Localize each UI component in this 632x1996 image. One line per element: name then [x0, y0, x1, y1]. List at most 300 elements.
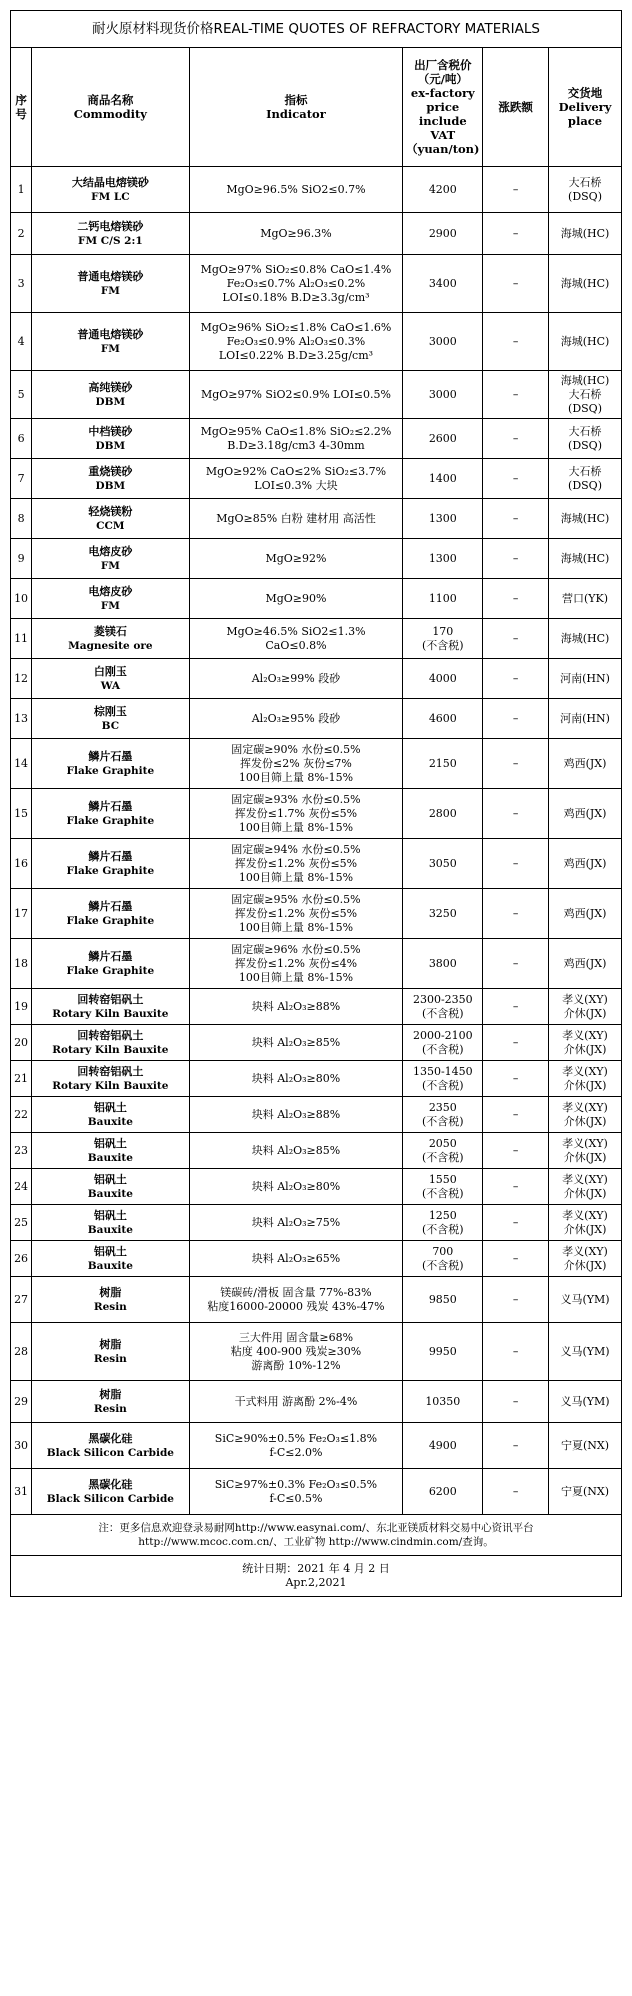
price-cell [403, 1205, 483, 1241]
commodity-cell [32, 1423, 189, 1469]
price-value: 3250 [428, 906, 457, 920]
table-row [11, 1169, 622, 1205]
delivery-place: 孝义(XY) [562, 1100, 608, 1114]
delivery-place-cell [549, 459, 622, 499]
delivery-place: 介休(JX) [563, 1114, 607, 1128]
commodity-name-en: Rotary Kiln Bauxite [52, 1079, 169, 1092]
indicator-line: CaO≤0.8% [265, 638, 327, 652]
price-cell [403, 167, 483, 213]
change-cell: – [483, 1277, 549, 1323]
commodity-name-en: FM [100, 599, 120, 612]
row-number: 15 [11, 789, 32, 839]
indicator-cell [189, 739, 403, 789]
delivery-place: 孝义(XY) [562, 1136, 608, 1150]
table-row [11, 699, 622, 739]
commodity-cell [32, 1061, 189, 1097]
price-value: 2150 [428, 756, 457, 770]
price-value: 4000 [428, 671, 457, 685]
commodity-name-zh: 普通电熔镁砂 [77, 327, 144, 341]
delivery-place-cell [549, 939, 622, 989]
indicator-line: MgO≥92% [265, 551, 327, 565]
delivery-place-cell [549, 1169, 622, 1205]
commodity-name-en: Black Silicon Carbide [46, 1492, 174, 1505]
indicator-cell [189, 1097, 403, 1133]
indicator-cell [189, 313, 403, 371]
table-row [11, 789, 622, 839]
header-price: 出厂含税价 （元/吨） ex-factory price include VAT （yuan/ton) [403, 48, 483, 167]
indicator-cell [189, 167, 403, 213]
change-cell: – [483, 371, 549, 419]
delivery-place-cell [549, 419, 622, 459]
delivery-place-cell [549, 789, 622, 839]
price-cell [403, 213, 483, 255]
indicator-line: 干式料用 游离酚 2%-4% [234, 1394, 358, 1408]
commodity-name-zh: 电熔皮砂 [88, 544, 133, 558]
change-cell: – [483, 419, 549, 459]
delivery-place: 介休(JX) [563, 1258, 607, 1272]
price-cell [403, 419, 483, 459]
indicator-cell [189, 255, 403, 313]
commodity-cell [32, 459, 189, 499]
commodity-cell [32, 789, 189, 839]
change-cell: – [483, 499, 549, 539]
change-cell: – [483, 1097, 549, 1133]
price-value: (不含税) [422, 638, 464, 652]
delivery-place: 介休(JX) [563, 1042, 607, 1056]
indicator-line: SiC≥90%±0.5% Fe₂O₃≤1.8% [214, 1431, 378, 1445]
delivery-place-cell [549, 255, 622, 313]
change-cell: – [483, 459, 549, 499]
header-place: 交货地 Delivery place [549, 48, 622, 167]
row-number: 10 [11, 579, 32, 619]
commodity-name-zh: 鳞片石墨 [88, 799, 133, 813]
indicator-line: MgO≥97% SiO₂≤0.8% CaO≤1.4% [200, 262, 392, 276]
indicator-cell [189, 939, 403, 989]
price-cell [403, 659, 483, 699]
commodity-name-zh: 重烧镁砂 [88, 464, 133, 478]
commodity-name-en: FM [100, 559, 120, 572]
indicator-cell [189, 1241, 403, 1277]
commodity-cell [32, 255, 189, 313]
row-number: 28 [11, 1323, 32, 1381]
indicator-line: 游离酚 10%-12% [251, 1358, 341, 1372]
indicator-line: 块料 Al₂O₃≥88% [251, 1107, 341, 1121]
commodity-name-zh: 铝矾土 [93, 1172, 127, 1186]
indicator-line: 挥发份≤2% 灰份≤7% [240, 756, 352, 770]
indicator-line: 固定碳≥95% 水份≤0.5% [231, 892, 361, 906]
table-row [11, 659, 622, 699]
table-row [11, 889, 622, 939]
change-cell: – [483, 1323, 549, 1381]
commodity-name-en: FM C/S 2:1 [78, 234, 143, 247]
commodity-name-en: Bauxite [87, 1115, 133, 1128]
commodity-name-zh: 黑碳化硅 [88, 1431, 133, 1445]
commodity-name-zh: 树脂 [99, 1387, 122, 1401]
table-row [11, 1469, 622, 1515]
change-cell: – [483, 1205, 549, 1241]
row-number: 25 [11, 1205, 32, 1241]
commodity-name-zh: 鳞片石墨 [88, 899, 133, 913]
delivery-place-cell [549, 989, 622, 1025]
commodity-name-en: Magnesite ore [68, 639, 153, 652]
price-value: 9950 [428, 1344, 457, 1358]
commodity-name-zh: 白刚玉 [93, 664, 127, 678]
price-table [10, 10, 622, 1597]
table-row [11, 839, 622, 889]
change-cell: – [483, 1061, 549, 1097]
delivery-place: 鸡西(JX) [563, 856, 607, 870]
indicator-line: 块料 Al₂O₃≥65% [251, 1251, 341, 1265]
commodity-name-zh: 鳞片石墨 [88, 749, 133, 763]
delivery-place: 义马(YM) [560, 1394, 610, 1408]
indicator-line: 挥发份≤1.2% 灰份≤5% [234, 906, 358, 920]
commodity-name-zh: 中档镁砂 [88, 424, 133, 438]
delivery-place: 义马(YM) [560, 1292, 610, 1306]
delivery-place-cell [549, 1323, 622, 1381]
price-value: 2300-2350 [412, 992, 473, 1006]
table-row [11, 167, 622, 213]
indicator-cell [189, 371, 403, 419]
table-row [11, 1133, 622, 1169]
commodity-name-zh: 铝矾土 [93, 1136, 127, 1150]
delivery-place: 义马(YM) [560, 1344, 610, 1358]
commodity-name-zh: 铝矾土 [93, 1208, 127, 1222]
commodity-name-zh: 树脂 [99, 1337, 122, 1351]
indicator-line: MgO≥96.3% [260, 226, 332, 240]
header-commodity: 商品名称 Commodity [32, 48, 189, 167]
price-value: 2000-2100 [412, 1028, 473, 1042]
row-number: 18 [11, 939, 32, 989]
change-cell: – [483, 313, 549, 371]
indicator-line: 固定碳≥90% 水份≤0.5% [231, 742, 361, 756]
commodity-name-en: Resin [93, 1402, 127, 1415]
indicator-line: f-C≤2.0% [269, 1445, 323, 1459]
price-value: 3050 [428, 856, 457, 870]
price-value: 2350 [428, 1100, 457, 1114]
table-row [11, 619, 622, 659]
commodity-cell [32, 579, 189, 619]
price-cell [403, 1423, 483, 1469]
price-value: 9850 [428, 1292, 457, 1306]
commodity-name-en: Black Silicon Carbide [46, 1446, 174, 1459]
price-value: 6200 [428, 1484, 457, 1498]
price-cell [403, 459, 483, 499]
price-cell [403, 1277, 483, 1323]
price-value: (不含税) [422, 1258, 464, 1272]
commodity-name-en: BC [101, 719, 120, 732]
price-cell [403, 313, 483, 371]
indicator-line: 块料 Al₂O₃≥75% [251, 1215, 341, 1229]
indicator-line: 固定碳≥94% 水份≤0.5% [231, 842, 361, 856]
change-cell: – [483, 789, 549, 839]
indicator-line: 固定碳≥96% 水份≤0.5% [231, 942, 361, 956]
commodity-name-zh: 铝矾土 [93, 1100, 127, 1114]
delivery-place: 海城(HC) [560, 276, 610, 290]
delivery-place-cell [549, 1469, 622, 1515]
commodity-cell [32, 1025, 189, 1061]
indicator-cell [189, 539, 403, 579]
price-value: 3400 [428, 276, 457, 290]
commodity-name-zh: 鳞片石墨 [88, 949, 133, 963]
indicator-line: MgO≥97% SiO2≤0.9% LOI≤0.5% [200, 387, 391, 401]
date-en: Apr.2,2021 [285, 1576, 347, 1589]
indicator-line: SiC≥97%±0.3% Fe₂O₃≤0.5% [214, 1477, 378, 1491]
row-number: 7 [11, 459, 32, 499]
commodity-name-zh: 黑碳化硅 [88, 1477, 133, 1491]
change-cell: – [483, 1423, 549, 1469]
row-number: 16 [11, 839, 32, 889]
commodity-name-en: Flake Graphite [66, 964, 155, 977]
commodity-cell [32, 499, 189, 539]
price-value: (不含税) [422, 1078, 464, 1092]
commodity-name-en: Resin [93, 1352, 127, 1365]
table-title: 耐火原材料现货价格REAL-TIME QUOTES OF REFRACTORY MATERIALS [11, 11, 622, 48]
table-body [11, 167, 622, 1515]
delivery-place-cell [549, 699, 622, 739]
commodity-cell [32, 1323, 189, 1381]
price-cell [403, 1323, 483, 1381]
delivery-place: 介休(JX) [563, 1078, 607, 1092]
delivery-place: 大石桥 [568, 424, 602, 438]
commodity-name-zh: 轻烧镁粉 [88, 504, 133, 518]
price-value: 1300 [428, 551, 457, 565]
delivery-place-cell [549, 1241, 622, 1277]
commodity-cell [32, 1469, 189, 1515]
price-value: (不含税) [422, 1042, 464, 1056]
price-value: 2900 [428, 226, 457, 240]
indicator-cell [189, 1423, 403, 1469]
indicator-cell [189, 1061, 403, 1097]
commodity-name-en: Bauxite [87, 1187, 133, 1200]
delivery-place: 海城(HC) [560, 334, 610, 348]
row-number: 2 [11, 213, 32, 255]
price-cell [403, 939, 483, 989]
delivery-place: 宁夏(NX) [560, 1484, 610, 1498]
delivery-place-cell [549, 1061, 622, 1097]
indicator-line: B.D≥3.18g/cm3 4-30mm [227, 438, 365, 452]
delivery-place-cell [549, 1277, 622, 1323]
delivery-place-cell [549, 1205, 622, 1241]
price-value: 3800 [428, 956, 457, 970]
indicator-line: MgO≥96% SiO₂≤1.8% CaO≤1.6% [200, 320, 392, 334]
delivery-place: (DSQ) [568, 438, 602, 452]
table-row [11, 1423, 622, 1469]
commodity-cell [32, 839, 189, 889]
commodity-name-en: Flake Graphite [66, 814, 155, 827]
delivery-place: 鸡西(JX) [563, 756, 607, 770]
table-row [11, 1205, 622, 1241]
statistics-date [11, 1556, 622, 1597]
change-cell: – [483, 213, 549, 255]
table-row [11, 739, 622, 789]
commodity-name-en: FM [100, 284, 120, 297]
indicator-line: MgO≥46.5% SiO2≤1.3% [226, 624, 366, 638]
row-number: 26 [11, 1241, 32, 1277]
price-value: (不含税) [422, 1114, 464, 1128]
row-number: 12 [11, 659, 32, 699]
price-value: 1350-1450 [412, 1064, 473, 1078]
header-no: 序 号 [11, 48, 32, 167]
indicator-cell [189, 213, 403, 255]
commodity-cell [32, 699, 189, 739]
commodity-name-en: WA [100, 679, 120, 692]
delivery-place: 河南(HN) [560, 711, 610, 725]
commodity-cell [32, 989, 189, 1025]
indicator-cell [189, 989, 403, 1025]
price-value: 2050 [428, 1136, 457, 1150]
commodity-cell [32, 1133, 189, 1169]
change-cell: – [483, 167, 549, 213]
price-cell [403, 1469, 483, 1515]
price-value: 700 [432, 1244, 454, 1258]
indicator-cell [189, 1323, 403, 1381]
delivery-place: 鸡西(JX) [563, 906, 607, 920]
indicator-line: LOI≤0.3% 大块 [254, 478, 338, 492]
delivery-place-cell [549, 1133, 622, 1169]
commodity-name-en: Rotary Kiln Bauxite [52, 1007, 169, 1020]
commodity-name-zh: 回转窑铝矾土 [77, 992, 144, 1006]
commodity-name-en: Resin [93, 1300, 127, 1313]
change-cell: – [483, 889, 549, 939]
price-value: 1100 [428, 591, 457, 605]
price-value: 4200 [428, 182, 457, 196]
delivery-place: 介休(JX) [563, 1222, 607, 1236]
indicator-cell [189, 419, 403, 459]
delivery-place: 海城(HC) [560, 511, 610, 525]
date-zh: 统计日期：2021 年 4 月 2 日 [242, 1562, 390, 1575]
table-row [11, 939, 622, 989]
price-value: 170 [432, 624, 454, 638]
commodity-cell [32, 371, 189, 419]
indicator-line: LOI≤0.18% B.D≥3.3g/cm³ [222, 290, 370, 304]
indicator-cell [189, 889, 403, 939]
change-cell: – [483, 939, 549, 989]
commodity-name-zh: 普通电熔镁砂 [77, 269, 144, 283]
price-value: 3000 [428, 387, 457, 401]
indicator-cell [189, 1133, 403, 1169]
change-cell: – [483, 659, 549, 699]
row-number: 6 [11, 419, 32, 459]
delivery-place: 孝义(XY) [562, 1028, 608, 1042]
price-value: 1400 [428, 471, 457, 485]
commodity-name-en: Bauxite [87, 1151, 133, 1164]
price-cell [403, 1025, 483, 1061]
change-cell: – [483, 1169, 549, 1205]
price-cell [403, 989, 483, 1025]
delivery-place: 介休(JX) [563, 1150, 607, 1164]
row-number: 17 [11, 889, 32, 939]
price-cell [403, 579, 483, 619]
commodity-name-en: Bauxite [87, 1223, 133, 1236]
change-cell: – [483, 1241, 549, 1277]
table-row [11, 499, 622, 539]
delivery-place: 海城(HC) [560, 373, 610, 387]
price-value: 4600 [428, 711, 457, 725]
indicator-line: Al₂O₃≥99% 段砂 [251, 671, 341, 685]
commodity-name-zh: 二钙电熔镁砂 [77, 219, 144, 233]
indicator-cell [189, 619, 403, 659]
commodity-name-zh: 棕刚玉 [93, 704, 127, 718]
price-value: 1300 [428, 511, 457, 525]
delivery-place-cell [549, 213, 622, 255]
commodity-name-en: Rotary Kiln Bauxite [52, 1043, 169, 1056]
indicator-cell [189, 659, 403, 699]
price-value: 1550 [428, 1172, 457, 1186]
commodity-cell [32, 889, 189, 939]
commodity-name-en: CCM [96, 519, 125, 532]
indicator-line: 块料 Al₂O₃≥85% [251, 1143, 341, 1157]
price-cell [403, 539, 483, 579]
header-row [11, 48, 622, 167]
row-number: 19 [11, 989, 32, 1025]
commodity-cell [32, 739, 189, 789]
price-cell [403, 789, 483, 839]
table-row [11, 419, 622, 459]
price-value: (不含税) [422, 1150, 464, 1164]
price-cell [403, 1169, 483, 1205]
indicator-line: 块料 Al₂O₃≥80% [251, 1071, 341, 1085]
price-value: 1250 [428, 1208, 457, 1222]
commodity-name-en: Flake Graphite [66, 914, 155, 927]
commodity-name-zh: 电熔皮砂 [88, 584, 133, 598]
table-row [11, 579, 622, 619]
indicator-line: 镁碳砖/滑板 固含量 77%-83% [220, 1285, 372, 1299]
commodity-cell [32, 213, 189, 255]
row-number: 3 [11, 255, 32, 313]
delivery-place-cell [549, 739, 622, 789]
commodity-cell [32, 167, 189, 213]
indicator-line: MgO≥90% [265, 591, 327, 605]
delivery-place: 大石桥 [568, 387, 602, 401]
indicator-line: LOI≤0.22% B.D≥3.25g/cm³ [218, 348, 374, 362]
delivery-place: (DSQ) [568, 401, 602, 415]
delivery-place: 孝义(XY) [562, 1244, 608, 1258]
indicator-line: Fe₂O₃≤0.7% Al₂O₃≤0.2% [226, 276, 366, 290]
delivery-place: 河南(HN) [560, 671, 610, 685]
commodity-name-zh: 鳞片石墨 [88, 849, 133, 863]
table-row [11, 1277, 622, 1323]
commodity-cell [32, 1277, 189, 1323]
row-number: 24 [11, 1169, 32, 1205]
indicator-cell [189, 789, 403, 839]
commodity-name-en: DBM [95, 395, 126, 408]
delivery-place: 孝义(XY) [562, 992, 608, 1006]
change-cell: – [483, 539, 549, 579]
delivery-place-cell [549, 1097, 622, 1133]
indicator-line: MgO≥96.5% SiO2≤0.7% [226, 182, 366, 196]
change-cell: – [483, 255, 549, 313]
delivery-place-cell [549, 167, 622, 213]
delivery-place-cell [549, 1025, 622, 1061]
table-row [11, 313, 622, 371]
row-number: 23 [11, 1133, 32, 1169]
price-cell [403, 839, 483, 889]
price-value: (不含税) [422, 1222, 464, 1236]
indicator-line: 块料 Al₂O₃≥88% [251, 999, 341, 1013]
commodity-cell [32, 313, 189, 371]
table-row [11, 459, 622, 499]
commodity-cell [32, 1097, 189, 1133]
commodity-name-zh: 树脂 [99, 1285, 122, 1299]
delivery-place: 海城(HC) [560, 551, 610, 565]
indicator-cell [189, 1169, 403, 1205]
indicator-line: 100目筛上量 8%-15% [238, 870, 354, 884]
commodity-name-en: DBM [95, 479, 126, 492]
delivery-place-cell [549, 619, 622, 659]
row-number: 30 [11, 1423, 32, 1469]
delivery-place-cell [549, 371, 622, 419]
delivery-place-cell [549, 1381, 622, 1423]
